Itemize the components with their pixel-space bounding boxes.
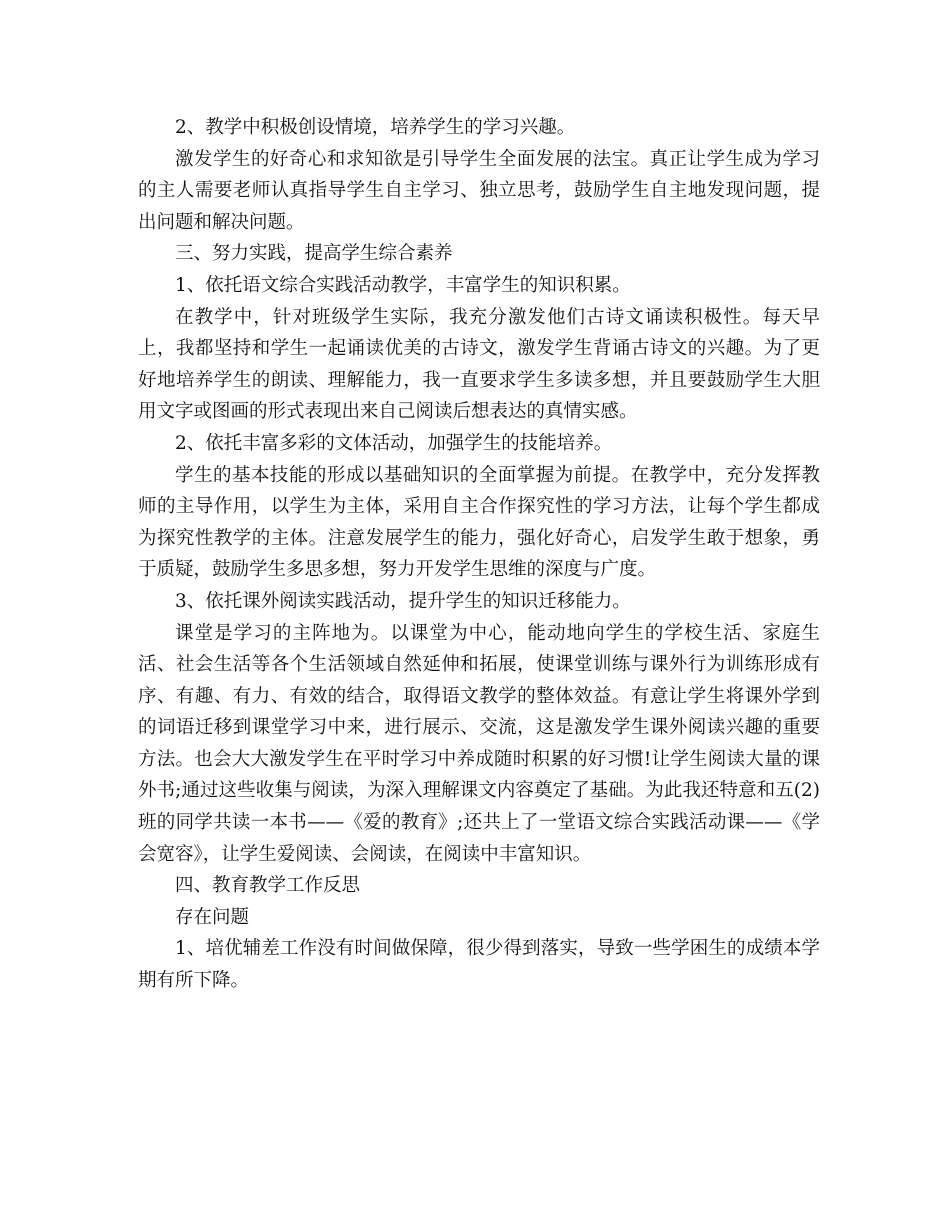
paragraph-body: 学生的基本技能的形成以基础知识的全面掌握为前提。在教学中，充分发挥教师的主导作用，以学生为主体，采用自主合作探究性的学习方法，让每个学生都成为探究性教学的主体。注意发展学生的能力，强化好奇心，启发学生敢于想象，勇于质疑，鼓励学生多思多想，努力开发学生思维的深度与广度。 [138, 464, 820, 581]
paragraph-subheading-1: 1、依托语文综合实践活动教学，丰富学生的知识积累。 [175, 274, 631, 296]
section-heading-4: 四、教育教学工作反思 [175, 875, 361, 897]
paragraph-problem-1: 1、培优辅差工作没有时间做保障，很少得到落实，导致一些学困生的成绩本学期有所下降。 [138, 938, 820, 992]
paragraph-body: 在教学中，针对班级学生实际，我充分激发他们古诗文诵读积极性。每天早上，我都坚持和学生一起诵读优美的古诗文，激发学生背诵古诗文的兴趣。为了更好地培养学生的朗读、理解能力，我一直要求学生多读多想，并且要鼓励学生大胆用文字或图画的形式表现出来自己阅读后想表达的真情实感。 [138, 306, 820, 423]
paragraph-body: 激发学生的好奇心和求知欲是引导学生全面发展的法宝。真正让学生成为学习的主人需要老师认真指导学生自主学习、独立思考，鼓励学生自主地发现问题，提出问题和解决问题。 [138, 148, 820, 233]
paragraph-section-item-2: 2、教学中积极创设情境，培养学生的学习兴趣。 [175, 117, 576, 138]
paragraph-subheading-2: 2、依托丰富多彩的文体活动，加强学生的技能培养。 [175, 432, 613, 454]
paragraph-body: 课堂是学习的主阵地为。以课堂为中心，能动地向学生的学校生活、家庭生活、社会生活等各个生活领域自然延伸和拓展，使课堂训练与课外行为训练形成有序、有趣、有力、有效的结合，取得语文教学的整体效益。有意让学生将课外学到的词语迁移到课堂学习中来，进行展示、交流，这是激发学生课外阅读兴趣的重要方法。也会大大激发学生在平时学习中养成随时积累的好习惯!让学生阅读大量的课外书;通过这些收集与阅读，为深入理解课文内容奠定了基础。为此我还特意和五(2)班的同学共读一本书——《爱的教育》;还共上了一堂语文综合实践活动课——《学会宽容》，让学生爱阅读、会阅读，在阅读中丰富知识。 [138, 622, 820, 865]
paragraph-subheading-3: 3、依托课外阅读实践活动，提升学生的知识迁移能力。 [175, 590, 631, 612]
paragraph-subheading-problems: 存在问题 [175, 906, 250, 928]
section-heading-3: 三、努力实践，提高学生综合素养 [175, 243, 453, 265]
